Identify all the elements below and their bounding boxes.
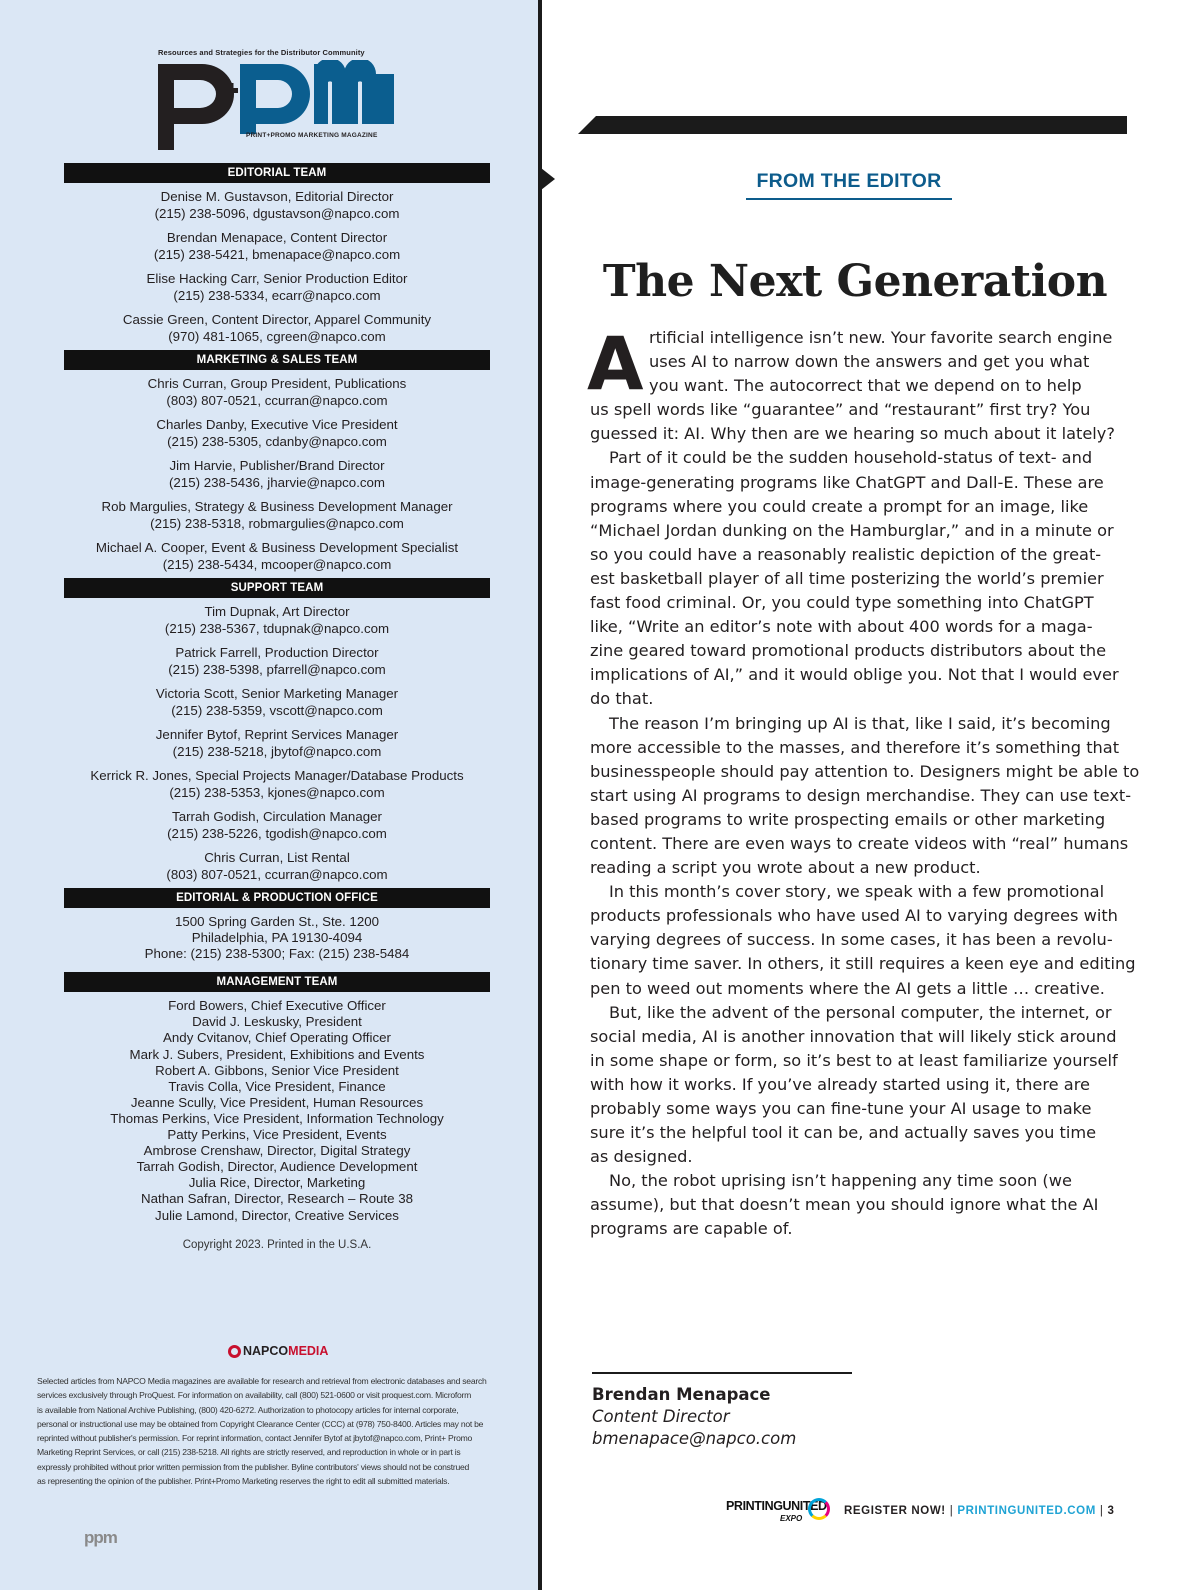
management-entry: Ambrose Crenshaw, Director, Digital Strategy bbox=[143, 1143, 411, 1159]
article-line: guessed it: AI. Why then are we hearing so much about it lately? bbox=[590, 424, 1115, 444]
article-line: like, “Write an editor’s note with about 400 words for a maga- bbox=[590, 617, 1093, 637]
divider-arrow-icon bbox=[541, 168, 555, 190]
article-line: programs where you could create a prompt for an image, like bbox=[590, 496, 1089, 516]
article-line: as designed. bbox=[590, 1147, 693, 1167]
staff-entry: Jennifer Bytof, Reprint Services Manager (215) 238-5218, jbytof@napco.com bbox=[155, 727, 399, 759]
drop-cap: A bbox=[587, 322, 644, 407]
marketing-sales-team-list bbox=[64, 370, 490, 578]
article-line: rtificial intelligence isn’t new. Your favorite search engine bbox=[649, 328, 1113, 347]
management-entry: Andy Cvitanov, Chief Operating Officer bbox=[163, 1030, 391, 1046]
section-kicker: FROM THE EDITOR bbox=[746, 170, 952, 200]
article-line: In this month’s cover story, we speak with a few promotional bbox=[609, 882, 1105, 902]
footer-cta: REGISTER NOW! | PRINTINGUNITED.COM | 3 bbox=[844, 1505, 1115, 1517]
printing-united-logo: PRINTINGUNITED EXPO bbox=[726, 1496, 830, 1526]
author-role: Content Director bbox=[592, 1407, 730, 1426]
address-line: Philadelphia, PA 19130-4094 bbox=[191, 930, 363, 946]
article-line: But, like the advent of the personal computer, the internet, or bbox=[609, 1002, 1112, 1022]
article-line: image-generating programs like ChatGPT and Dall-E. These are bbox=[590, 472, 1104, 492]
management-team-list bbox=[64, 992, 490, 1223]
management-entry: Jeanne Scully, Vice President, Human Resources bbox=[130, 1094, 424, 1110]
article-line: sure it’s the helpful tool it can be, and actually saves you time bbox=[590, 1123, 1097, 1143]
section-heading-management: MANAGEMENT TEAM bbox=[64, 972, 490, 992]
staff-entry: Victoria Scott, Senior Marketing Manager (215) 238-5359, vscott@napco.com bbox=[155, 686, 399, 718]
header-rule bbox=[578, 116, 1127, 134]
article-line: based programs to write prospecting emails or other marketing bbox=[590, 809, 1106, 829]
page-number: 3 bbox=[1107, 1505, 1115, 1517]
article-headline: The Next Generation bbox=[602, 256, 1108, 307]
staff-entry: Chris Curran, List Rental (803) 807-0521, ccurran@napco.com bbox=[166, 850, 388, 882]
article-line: do that. bbox=[590, 689, 654, 709]
article-line: start using AI programs to design merchandise. They can use text- bbox=[590, 785, 1132, 805]
section-heading-support: SUPPORT TEAM bbox=[64, 578, 490, 598]
management-entry: Mark J. Subers, President, Exhibitions and Events bbox=[129, 1046, 425, 1062]
article-line: businesspeople should pay attention to. Designers might be able to bbox=[590, 761, 1140, 781]
article-line: The reason I’m bringing up AI is that, like I said, it’s becoming bbox=[609, 713, 1111, 733]
article-line: assume), but that doesn’t mean you should ignore what the AI bbox=[590, 1195, 1099, 1215]
staff-entry: Cassie Green, Content Director, Apparel Community (970) 481-1065, cgreen@napco.com bbox=[122, 312, 432, 344]
article-line: uses AI to narrow down the answers and get you what bbox=[649, 352, 1090, 372]
editorial-team-list bbox=[64, 183, 490, 350]
support-team-list bbox=[64, 598, 490, 888]
article-line: programs are capable of. bbox=[590, 1219, 793, 1239]
author-name: Brendan Menapace bbox=[592, 1385, 771, 1404]
article-line: products professionals who have used AI to varying degrees with bbox=[590, 906, 1118, 926]
copyright-notice: Copyright 2023. Printed in the U.S.A. bbox=[182, 1238, 372, 1251]
column-divider bbox=[538, 0, 542, 1590]
article-line: No, the robot uprising isn’t happening any time soon (we bbox=[609, 1171, 1072, 1191]
napco-media-logo: NAPCOMEDIA bbox=[228, 1343, 328, 1359]
staff-entry: Chris Curran, Group President, Publications (803) 807-0521, ccurran@napco.com bbox=[147, 376, 407, 408]
article-body bbox=[587, 322, 1140, 1242]
napco-ring-icon bbox=[228, 1345, 241, 1358]
management-entry: Julie Lamond, Director, Creative Services bbox=[155, 1207, 399, 1223]
article-line: zine geared toward promotional products distributors about the bbox=[590, 641, 1107, 661]
article-line: us spell words like “guarantee” and “restaurant” first try? You bbox=[590, 400, 1091, 420]
staff-entry: Denise M. Gustavson, Editorial Director (215) 238-5096, dgustavson@napco.com bbox=[154, 189, 400, 221]
management-entry: Nathan Safran, Director, Research – Route 38 bbox=[141, 1191, 413, 1207]
management-entry: Tarrah Godish, Director, Audience Development bbox=[136, 1159, 418, 1175]
staff-entry: Charles Danby, Executive Vice President (215) 238-5305, cdanby@napco.com bbox=[156, 417, 398, 449]
ppm-logo bbox=[158, 48, 398, 154]
footer-ppm-logo: ppm bbox=[84, 1528, 117, 1547]
logo-tagline: Resources and Strategies for the Distributor Community bbox=[158, 48, 365, 57]
article-line: est basketball player of all time posterizing the world’s premier bbox=[590, 568, 1104, 588]
author-email: bmenapace@napco.com bbox=[592, 1429, 797, 1448]
management-entry: David J. Leskusky, President bbox=[192, 1014, 362, 1030]
footer-promo bbox=[726, 1496, 1114, 1526]
section-heading-office: EDITORIAL & PRODUCTION OFFICE bbox=[64, 888, 490, 908]
phone-fax-line: Phone: (215) 238-5300; Fax: (215) 238-5484 bbox=[144, 946, 410, 962]
article-line: so you could have a reasonably realistic depiction of the great- bbox=[590, 544, 1102, 564]
article-line: in some shape or form, so it’s best to at least familiarize yourself bbox=[590, 1050, 1118, 1070]
article-line: reading a script you wrote about a new product. bbox=[590, 858, 981, 878]
expo-ring-icon bbox=[808, 1498, 830, 1520]
address-line: 1500 Spring Garden St., Ste. 1200 bbox=[174, 914, 380, 929]
article-line: Part of it could be the sudden household-status of text- and bbox=[609, 448, 1093, 468]
management-entry: Patty Perkins, Vice President, Events bbox=[167, 1127, 387, 1143]
staff-entry: Patrick Farrell, Production Director (215) 238-5398, pfarrell@napco.com bbox=[168, 645, 386, 677]
management-entry: Robert A. Gibbons, Senior Vice President bbox=[155, 1062, 399, 1078]
masthead-sidebar bbox=[0, 0, 538, 1590]
management-entry: Ford Bowers, Chief Executive Officer bbox=[168, 998, 386, 1014]
article-line: varying degrees of success. In some cases, it has been a revolu- bbox=[590, 930, 1113, 950]
staff-entry: Michael A. Cooper, Event & Business Development Specialist (215) 238-5434, mcooper@napco.com bbox=[95, 540, 459, 572]
article-line: fast food criminal. Or, you could type something into ChatGPT bbox=[590, 593, 1094, 613]
legal-fineprint: Selected articles from NAPCO Media magazines are available for research and retrieval from electronic databases and search services exclusively through ProQuest. For information on availability, call (800) 521-0600 or visit proquest.com. Microform is available from National Archive Publishing, (800) 420-6272. Authorization to photocopy articles for internal corporate, personal or instructional use may be obtained from Copyright Clearance Center (CCC) at (978) 750-8400. Articles may not be reprinted without publisher's permission. For reprint information, contact Jennifer Bytof at jbytof@napco.com, Print+ Promo Marketing Reprint Services, or call (215) 238-5218. All rights are strictly reserved, and reproduction in whole or in part is expressly prohibited without prior written permission from the publisher. Byline contributors' views should not be construed as representing the opinion of the publisher. Print+Promo Marketing reserves the right to edit all submitted materials. bbox=[37, 1376, 487, 1487]
staff-entry: Tim Dupnak, Art Director (215) 238-5367, tdupnak@napco.com bbox=[164, 604, 390, 636]
staff-entry: Kerrick R. Jones, Special Projects Manager/Database Products (215) 238-5353, kjones@napco.com bbox=[90, 768, 464, 800]
article-line: content. There are even ways to create videos with “real” humans bbox=[590, 833, 1129, 853]
staff-entry: Rob Margulies, Strategy & Business Development Manager (215) 238-5318, robmargulies@napco.com bbox=[101, 499, 453, 531]
article-line: you want. The autocorrect that we depend on to help bbox=[649, 376, 1082, 396]
website-link[interactable]: PRINTINGUNITED.COM bbox=[957, 1505, 1096, 1517]
article-line: implications of AI,” and it would oblige you. Not that I would ever bbox=[590, 665, 1119, 685]
article-line: social media, AI is another innovation that will likely stick around bbox=[590, 1026, 1117, 1046]
management-entry: Thomas Perkins, Vice President, Information Technology bbox=[110, 1110, 444, 1126]
office-address bbox=[64, 908, 490, 972]
management-entry: Travis Colla, Vice President, Finance bbox=[168, 1078, 386, 1094]
article-line: “Michael Jordan dunking on the Hamburglar,” and in a minute or bbox=[590, 520, 1114, 540]
staff-entry: Elise Hacking Carr, Senior Production Editor (215) 238-5334, ecarr@napco.com bbox=[146, 271, 408, 303]
masthead-staff bbox=[64, 163, 490, 1251]
section-heading-editorial: EDITORIAL TEAM bbox=[64, 163, 490, 183]
signature-rule bbox=[592, 1372, 852, 1374]
management-entry: Julia Rice, Director, Marketing bbox=[188, 1175, 366, 1191]
staff-entry: Brendan Menapace, Content Director (215) 238-5421, bmenapace@napco.com bbox=[153, 230, 401, 262]
article-line: more accessible to the masses, and therefore it’s something that bbox=[590, 737, 1120, 757]
author-signature bbox=[592, 1384, 796, 1450]
article-line: pen to weed out moments where the AI gets a little … creative. bbox=[590, 978, 1105, 998]
section-heading-marketing-sales: MARKETING & SALES TEAM bbox=[64, 350, 490, 370]
article-line: with how it works. If you’ve already started using it, there are bbox=[590, 1074, 1090, 1094]
article-line: tionary time saver. In others, it still requires a keen eye and editing bbox=[590, 954, 1136, 974]
staff-entry: Jim Harvie, Publisher/Brand Director (215) 238-5436, jharvie@napco.com bbox=[168, 458, 386, 490]
staff-entry: Tarrah Godish, Circulation Manager (215) 238-5226, tgodish@napco.com bbox=[167, 809, 387, 841]
register-link[interactable]: REGISTER NOW! bbox=[844, 1505, 946, 1517]
article-line: probably some ways you can fine-tune your AI usage to make bbox=[590, 1099, 1092, 1118]
logo-subtitle: PRINT+PROMO MARKETING MAGAZINE bbox=[246, 132, 378, 139]
